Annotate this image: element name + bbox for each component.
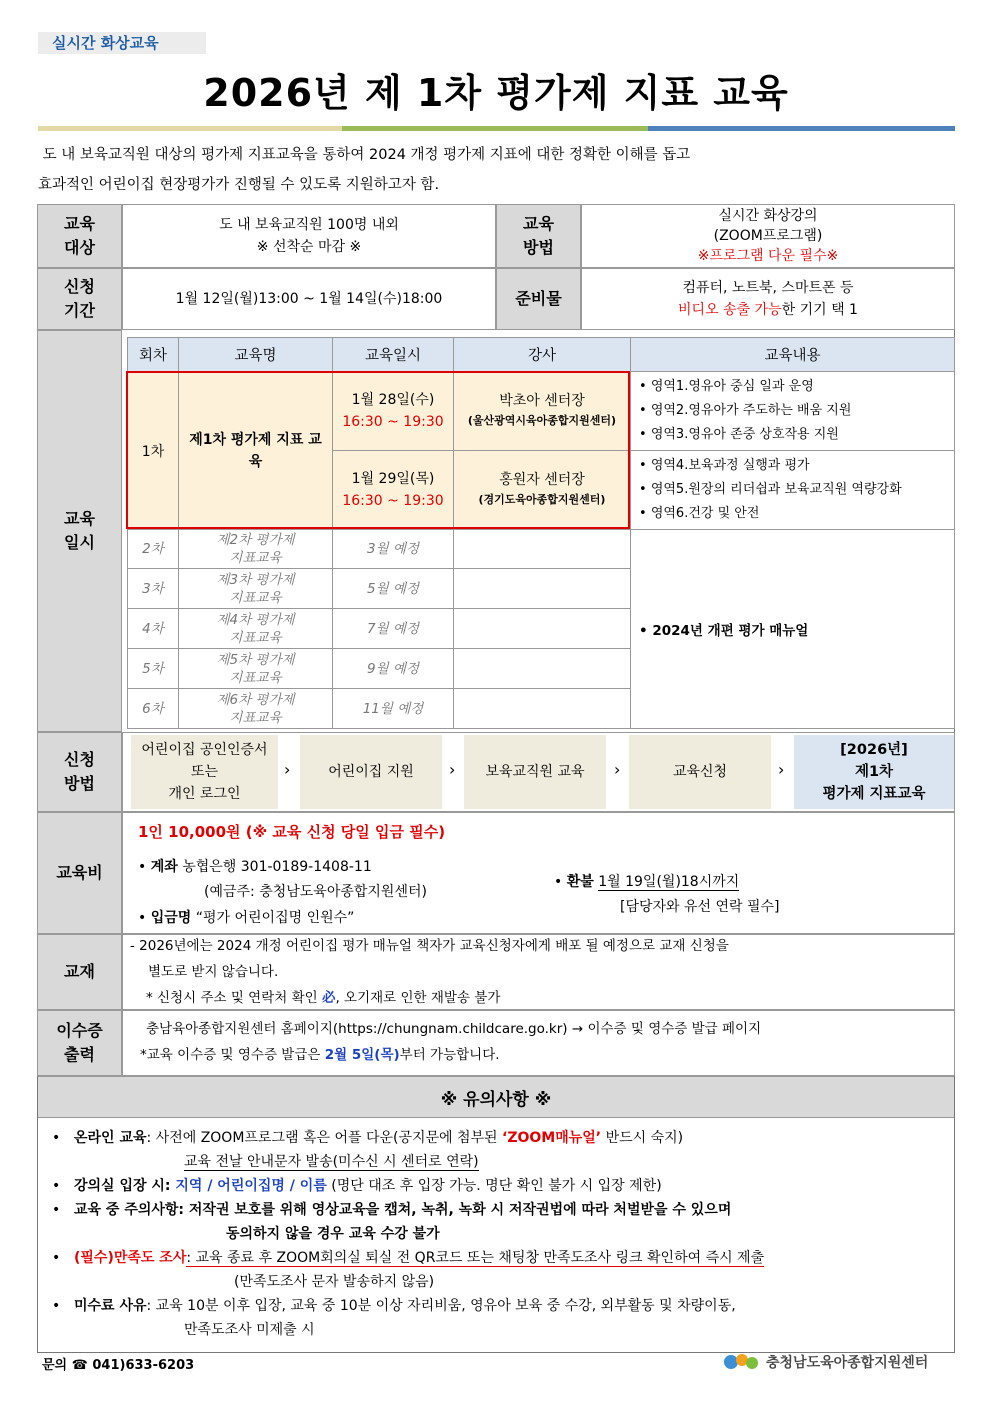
- label-schedule: 교육 일시: [37, 330, 122, 732]
- note-2-label: 강의실 입장 시: [74, 1178, 165, 1194]
- list-item: • 영역4.보육과정 실행과 평가: [639, 454, 954, 478]
- note-4-a: : 교육 종료 후 ZOOM회의실 퇴실 전 QR코드 또는 채팅창 만족도조사 링크 확인하여 즉시 제출: [186, 1250, 765, 1266]
- fee-account-label: 계좌: [150, 859, 178, 875]
- note-1-manual: ‘ZOOM매뉴얼’: [502, 1130, 602, 1146]
- fee-depositor-label: 입금명: [150, 910, 192, 926]
- arrow-icon: ›: [778, 760, 785, 779]
- certificate-note-a: *교육 이수증 및 영수증 발급은: [140, 1047, 325, 1063]
- divider-beige: [38, 126, 342, 131]
- value-prep: [581, 268, 955, 330]
- later-bullet: •: [639, 623, 653, 639]
- list-item: • 영역6.건강 및 안전: [639, 502, 954, 526]
- note-3-cont-text: 동의하지 않을 경우 교육 수강 불가: [226, 1226, 440, 1242]
- fee-refund-note: [담당자와 유선 연락 필수]: [620, 899, 780, 915]
- note-1-label: 온라인 교육: [74, 1130, 147, 1146]
- fee-account-number: 농협은행 301-0189-1408-11: [177, 859, 372, 875]
- apply-step-register: 교육신청: [629, 735, 771, 809]
- round-1-content-2: [631, 451, 955, 530]
- notes-title: ※ 유의사항 ※: [38, 1076, 954, 1118]
- value-target: [122, 204, 496, 268]
- header-date: 교육일시: [333, 338, 454, 372]
- note-4-label: (필수)만족도 조사: [74, 1250, 187, 1266]
- org-logo-block: [722, 1350, 928, 1374]
- label-apply: 신청 방법: [37, 732, 122, 812]
- round-5-name: [179, 649, 333, 689]
- note-1-cont-text: 교육 전날 안내문자 발송(미수신 시 센터로 연락): [184, 1154, 479, 1170]
- content-list-1: [631, 375, 954, 447]
- time-1: 16:30 ~ 19:30: [342, 414, 444, 430]
- contact-phone: 041)633-6203: [92, 1358, 195, 1373]
- round-4: 4차: [128, 609, 179, 649]
- round-1-lecturer-2: [454, 451, 631, 530]
- arrow-icon: ›: [449, 760, 456, 779]
- round-2-when: 3월 예정: [333, 530, 454, 569]
- lecturer-2-org: (경기도육아종합지원센터): [478, 493, 606, 506]
- fee-account: [138, 855, 372, 879]
- date-1: 1월 28일(수): [351, 392, 435, 408]
- label-period: 신청 기간: [37, 268, 122, 330]
- arrow-icon: ›: [284, 760, 291, 779]
- round-3-name: [179, 569, 333, 609]
- label-method: 교육 방법: [496, 204, 581, 268]
- round-5: 5차: [128, 649, 179, 689]
- fee-headline: 1인 10,000원 (※ 교육 신청 당일 입금 필수): [138, 823, 446, 841]
- note-2-blue: 지역 / 어린이집명 / 이름: [175, 1178, 327, 1194]
- content-list-2: [631, 454, 954, 526]
- round-5-lecturer: [454, 649, 631, 689]
- textbook-required-mark: 必: [321, 990, 336, 1006]
- method-line-3: ※프로그램 다운 필수※: [697, 248, 839, 264]
- intro-text: [38, 140, 948, 200]
- label-textbook: 교재: [37, 934, 122, 1010]
- intro-line-2: 효과적인 어린이집 현장평가가 진행될 수 있도록 지원하고자 함.: [38, 177, 440, 193]
- fee-bullet: •: [138, 910, 151, 926]
- prep-line-2: [678, 299, 858, 321]
- org-logo-icon: [722, 1350, 760, 1374]
- notes-list: [48, 1126, 954, 1342]
- round-5-when: 9월 예정: [333, 649, 454, 689]
- value-period: 1월 12일(월)13:00 ~ 1월 14일(수)18:00: [122, 268, 496, 330]
- note-5-label: 미수료 사유: [74, 1298, 147, 1314]
- date-2: 1월 29일(목): [351, 471, 435, 487]
- table-row: [128, 372, 955, 451]
- fee-bullet: •: [554, 874, 567, 890]
- contact-info: [42, 1354, 194, 1373]
- lecturer-1: 박초아 센터장: [499, 393, 585, 409]
- round-2-name: [179, 530, 333, 569]
- badge-realtime: 실시간 화상교육: [38, 32, 206, 54]
- note-1-a: : 사전에 ZOOM프로그램 혹은 어플 다운(공지문에 첨부된: [146, 1130, 503, 1146]
- round-1-name: 제1차 평가제 지표 교육: [179, 372, 333, 530]
- round-2-name-2: 지표교육: [229, 550, 282, 566]
- divider-blue: [648, 126, 955, 131]
- round-2-name-1: 제2차 평가제: [216, 532, 295, 548]
- textbook-line-2: 별도로 받지 않습니다.: [148, 964, 279, 980]
- textbook-line-1: - 2026년에는 2024 개정 어린이집 평가 매뉴얼 책자가 교육신청자에게 배포 될 예정으로 교재 신청을: [130, 938, 729, 954]
- later-content-text: 2024년 개편 평가 매뉴얼: [652, 623, 809, 639]
- note-1-cont: [48, 1150, 954, 1174]
- list-item: [48, 1246, 954, 1270]
- header-round: 회차: [128, 338, 179, 372]
- round-3-name-1: 제3차 평가제: [216, 571, 295, 588]
- certificate-note-b: 부터 가능합니다.: [399, 1047, 500, 1063]
- note-4-cont-text: (만족도조사 문자 발송하지 않음): [234, 1274, 435, 1290]
- list-item: [48, 1198, 954, 1222]
- lecturer-2: 홍원자 센터장: [499, 472, 585, 488]
- round-1-date-2: [333, 451, 454, 530]
- round-3-lecturer: [454, 569, 631, 609]
- round-1-lecturer-1: [454, 372, 631, 451]
- value-method: [581, 204, 955, 268]
- round-1: 1차: [128, 372, 179, 530]
- certificate-date: 2월 5일(목): [324, 1047, 400, 1063]
- round-4-name-2: 지표교육: [229, 629, 282, 646]
- list-item: [48, 1126, 954, 1150]
- round-5-name-1: 제5차 평가제: [216, 651, 295, 668]
- note-3-cont: [48, 1222, 954, 1246]
- round-6-name-2: 지표교육: [229, 709, 282, 726]
- textbook-line-3: [146, 986, 500, 1010]
- time-2: 16:30 ~ 19:30: [342, 493, 444, 509]
- round-5-name-2: 지표교육: [229, 669, 282, 686]
- round-1-date-1: [333, 372, 454, 451]
- schedule-table: [127, 337, 955, 729]
- divider-green: [342, 126, 648, 131]
- note-5-a: : 교육 10분 이후 입장, 교육 중 10분 이상 자리비움, 영유아 보육 중 수강, 외부활동 및 차량이동,: [146, 1298, 736, 1314]
- apply-step-staff-edu: 보육교직원 교육: [464, 735, 606, 809]
- contact-label: 문의 ☎: [42, 1358, 93, 1373]
- certificate-line-2: [140, 1043, 500, 1067]
- round-6-lecturer: [454, 689, 631, 729]
- textbook-note-b: , 오기재로 인한 재발송 불가: [335, 990, 501, 1006]
- round-6-when: 11월 예정: [333, 689, 454, 729]
- apply-step-final: [2026년] 제1차 평가제 지표교육: [794, 735, 954, 809]
- note-2-b: (명단 대조 후 입장 가능. 명단 확인 불가 시 입장 제한): [331, 1178, 662, 1194]
- round-6-name: [179, 689, 333, 729]
- round-4-when: 7월 예정: [333, 609, 454, 649]
- arrow-icon: ›: [614, 760, 621, 779]
- fee-holder: (예금주: 충청남도육아종합지원센터): [204, 884, 427, 900]
- target-count: 도 내 보육교직원 100명 내외: [219, 217, 399, 233]
- list-item: [48, 1294, 954, 1318]
- fee-depositor: [138, 906, 354, 930]
- list-item: • 영역1.영유아 중심 일과 운영: [639, 375, 954, 399]
- round-1-content-1: [631, 372, 955, 451]
- header-lecturer: 강사: [454, 338, 631, 372]
- round-3: 3차: [128, 569, 179, 609]
- round-4-name: [179, 609, 333, 649]
- list-item: • 영역3.영유아 존중 상호작용 지원: [639, 423, 954, 447]
- label-target: 교육 대상: [37, 204, 122, 268]
- page-title: 2026년 제 1차 평가제 지표 교육: [203, 71, 789, 115]
- method-line-2: (ZOOM프로그램): [713, 228, 823, 244]
- header-content: 교육내용: [631, 338, 955, 372]
- apply-step-center: 어린이집 지원: [300, 735, 442, 809]
- label-prep: 준비물: [496, 268, 581, 330]
- round-3-name-2: 지표교육: [229, 589, 282, 606]
- lecturer-1-org: (울산광역시육아종합지원센터): [467, 414, 617, 427]
- note-3-a: : 저작권 보호를 위해 영상교육을 캡쳐, 녹취, 녹화 시 저작권법에 따라 처벌받을 수 있으며: [178, 1202, 732, 1218]
- org-name: 충청남도육아종합지원센터: [766, 1355, 929, 1371]
- note-3-label: 교육 중 주의사항: [74, 1202, 179, 1218]
- intro-line-1: 도 내 보육교직원 대상의 평가제 지표교육을 통하여 2024 개정 평가제 지표에 대한 정확한 이해를 돕고: [38, 147, 691, 163]
- prep-video-note: 비디오 송출 가능: [678, 302, 782, 318]
- apply-step-login: 어린이집 공인인증서 또는 개인 로그인: [131, 735, 278, 809]
- note-5-cont-text: 만족도조사 미제출 시: [184, 1322, 315, 1338]
- fee-bullet: •: [138, 859, 151, 875]
- round-2: 2차: [128, 530, 179, 569]
- schedule-header-row: [128, 338, 955, 372]
- prep-line-1: 컴퓨터, 노트북, 스마트폰 등: [682, 280, 854, 296]
- round-4-lecturer: [454, 609, 631, 649]
- label-fee: 교육비: [37, 812, 122, 934]
- list-item: • 영역5.원장의 리더쉽과 보육교직원 역량강화: [639, 478, 954, 502]
- prep-device-note: 한 기기 택 1: [781, 302, 858, 318]
- round-3-when: 5월 예정: [333, 569, 454, 609]
- list-item: • 영역2.영유아가 주도하는 배움 지원: [639, 399, 954, 423]
- fee-refund-label: 환불: [566, 874, 594, 890]
- note-4-cont: [48, 1270, 954, 1294]
- textbook-note-a: * 신청시 주소 및 연락처 확인: [146, 990, 322, 1006]
- note-5-cont: [48, 1318, 954, 1342]
- label-certificate: 이수증 출력: [37, 1010, 122, 1076]
- fee-depositor-text: “평가 어린이집명 인원수”: [191, 910, 355, 926]
- note-1-b: 반드시 숙지): [601, 1130, 684, 1146]
- round-6: 6차: [128, 689, 179, 729]
- fee-refund-date: 1월 19일(월)18시까지: [598, 874, 740, 890]
- round-2-lecturer: [454, 530, 631, 569]
- list-item: • 강의실 입장 시: 지역 / 어린이집명 / 이름 (명단 대조 후 입장 가능. 명단 확인 불가 시 입장 제한): [48, 1174, 954, 1198]
- round-6-name-1: 제6차 평가제: [216, 691, 295, 708]
- fee-refund: [554, 870, 739, 894]
- table-row: [128, 530, 955, 569]
- later-content: [631, 530, 955, 729]
- round-4-name-1: 제4차 평가제: [216, 611, 295, 628]
- target-note: ※ 선착순 마감 ※: [256, 239, 362, 255]
- header-name: 교육명: [179, 338, 333, 372]
- certificate-line-1: 충남육아종합지원센터 홈페이지(https://chungnam.childcare.go.kr) → 이수증 및 영수증 발급 페이지: [146, 1021, 762, 1037]
- method-line-1: 실시간 화상강의: [718, 208, 818, 224]
